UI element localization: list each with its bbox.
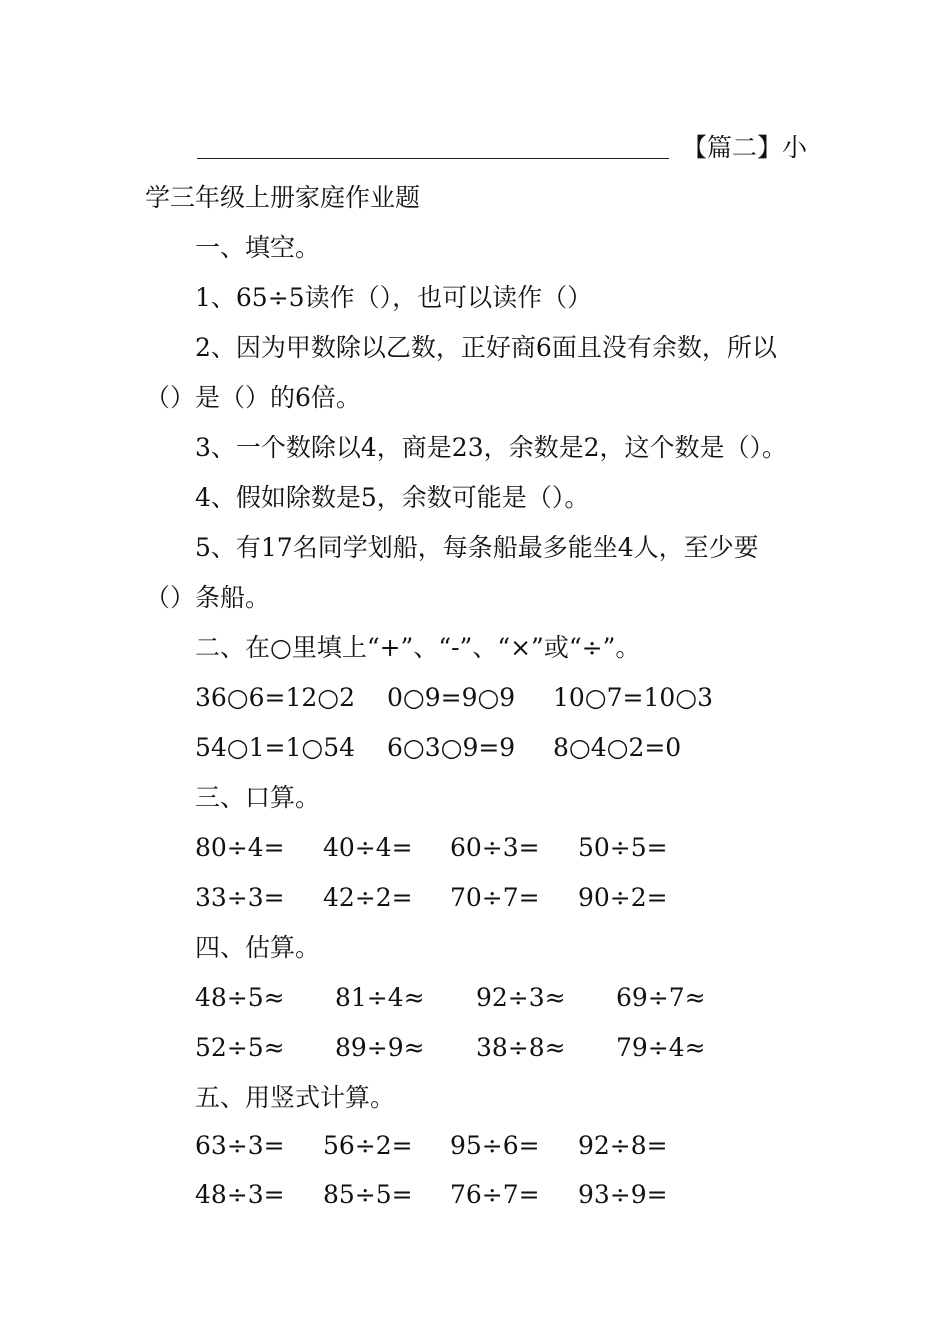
math-item: 60÷3= xyxy=(450,833,540,862)
math-item: 90÷2= xyxy=(578,883,668,912)
operator-item: 36○6=12○2 xyxy=(195,683,356,712)
estimate-item: 92÷3≈ xyxy=(476,983,566,1012)
operator-item: 8○4○2=0 xyxy=(553,733,682,762)
math-item: 33÷3= xyxy=(195,883,285,912)
calc-item: 48÷3= xyxy=(195,1180,285,1209)
operator-item: 6○3○9=9 xyxy=(387,733,516,762)
estimate-item: 52÷5≈ xyxy=(195,1033,285,1062)
question-5-line-1: 5、有17名同学划船，每条船最多能坐4人，至少要 xyxy=(195,533,759,562)
title-tail: 【篇二】小 xyxy=(681,133,807,162)
math-item: 80÷4= xyxy=(195,833,285,862)
math-item: 40÷4= xyxy=(323,833,413,862)
question-2-line-2: （）是（）的6倍。 xyxy=(145,383,361,412)
calc-item: 95÷6= xyxy=(450,1131,540,1160)
calc-item: 63÷3= xyxy=(195,1131,285,1160)
operator-item: 10○7=10○3 xyxy=(553,683,714,712)
math-item: 50÷5= xyxy=(578,833,668,862)
title-continuation: 学三年级上册家庭作业题 xyxy=(145,183,421,212)
section-1-heading: 一、填空。 xyxy=(195,233,321,262)
question-1: 1、65÷5读作（），也可以读作（） xyxy=(195,283,593,312)
estimate-item: 81÷4≈ xyxy=(335,983,425,1012)
estimate-item: 48÷5≈ xyxy=(195,983,285,1012)
question-3: 3、一个数除以4，商是23，余数是2，这个数是（）。 xyxy=(195,433,788,462)
section-4-heading: 四、估算。 xyxy=(195,933,321,962)
title-underline xyxy=(197,158,669,159)
calc-item: 92÷8= xyxy=(578,1131,668,1160)
question-2-line-1: 2、因为甲数除以乙数，正好商6面且没有余数，所以 xyxy=(195,333,777,362)
estimate-item: 79÷4≈ xyxy=(616,1033,706,1062)
question-4: 4、假如除数是5，余数可能是（）。 xyxy=(195,483,590,512)
estimate-item: 89÷9≈ xyxy=(335,1033,425,1062)
section-5-heading: 五、用竖式计算。 xyxy=(195,1083,396,1112)
operator-item: 54○1=1○54 xyxy=(195,733,356,762)
estimate-item: 69÷7≈ xyxy=(616,983,706,1012)
calc-item: 56÷2= xyxy=(323,1131,413,1160)
question-5-line-2: （）条船。 xyxy=(145,583,271,612)
calc-item: 85÷5= xyxy=(323,1180,413,1209)
section-2-heading: 二、在○里填上“+”、“-”、“×”或“÷”。 xyxy=(195,633,641,662)
operator-item: 0○9=9○9 xyxy=(387,683,516,712)
math-item: 70÷7= xyxy=(450,883,540,912)
section-3-heading: 三、口算。 xyxy=(195,783,321,812)
calc-item: 76÷7= xyxy=(450,1180,540,1209)
math-item: 42÷2= xyxy=(323,883,413,912)
estimate-item: 38÷8≈ xyxy=(476,1033,566,1062)
calc-item: 93÷9= xyxy=(578,1180,668,1209)
